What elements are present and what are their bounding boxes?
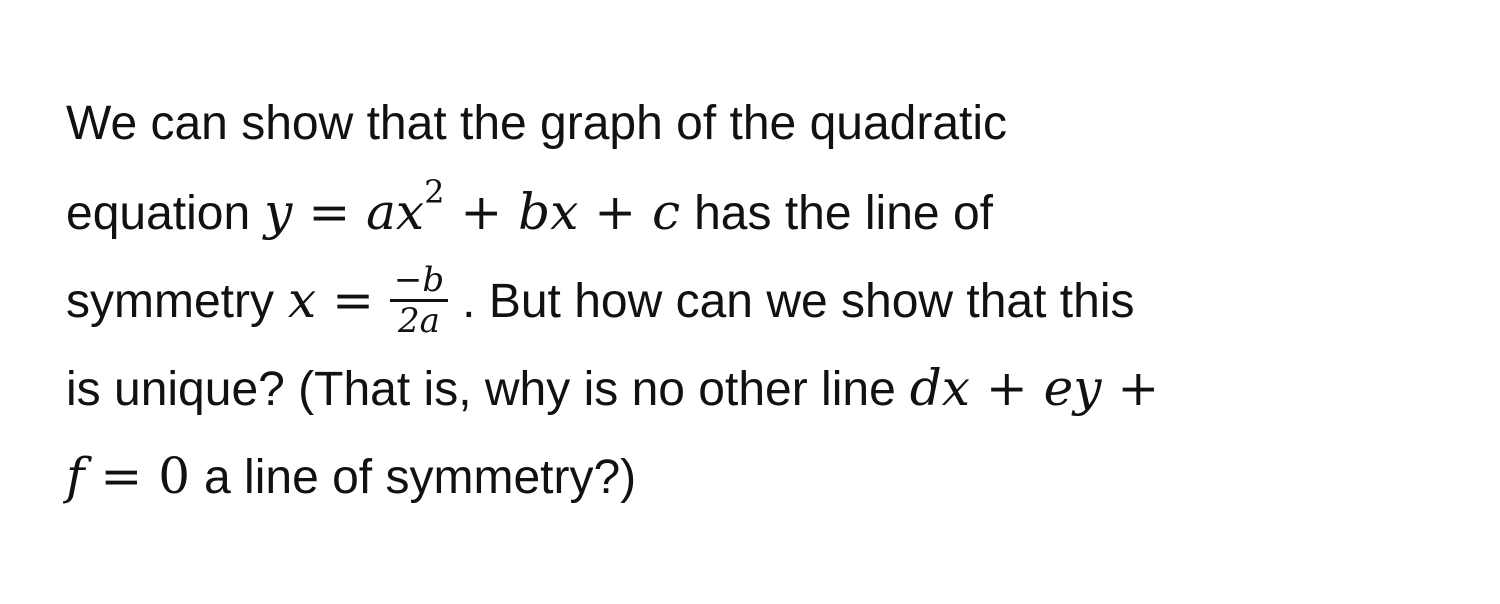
- line3-prefix: symmetry: [66, 275, 274, 328]
- quadratic-equation-math: [264, 173, 681, 241]
- math-zero: 0: [158, 447, 191, 505]
- math-plus: +: [578, 183, 653, 241]
- fraction: [390, 261, 448, 340]
- general-line-math-cont: [66, 447, 190, 505]
- math-var-x: x: [550, 183, 579, 241]
- general-line-math: [910, 359, 1160, 417]
- line2-prefix: equation: [66, 187, 251, 240]
- math-var-e: e: [1043, 359, 1074, 417]
- math-plus: +: [1101, 359, 1160, 417]
- symmetry-line-math: [288, 271, 390, 329]
- math-var-x: x: [941, 359, 970, 417]
- math-plus: +: [969, 359, 1044, 417]
- fraction-numerator: −b: [390, 261, 448, 302]
- paragraph-line-2: [66, 168, 993, 256]
- math-exponent: 2: [424, 173, 445, 212]
- math-equals: =: [292, 183, 367, 241]
- math-var-y: y: [264, 183, 293, 241]
- math-var-x: x: [395, 183, 425, 241]
- paragraph-line-4: [66, 344, 1159, 432]
- line4-prefix: is unique? (That is, why is no other line: [66, 363, 896, 416]
- line3-suffix: . But how can we show that this: [462, 275, 1135, 328]
- paragraph-line-5: [66, 432, 636, 520]
- math-plus: +: [444, 183, 519, 241]
- line5-suffix: a line of symmetry?): [204, 451, 637, 504]
- math-var-c: c: [652, 183, 681, 241]
- paragraph-line-3: [66, 256, 1135, 344]
- math-equals: =: [84, 447, 159, 505]
- line2-suffix: has the line of: [694, 187, 993, 240]
- fraction-denominator: 2a: [398, 300, 440, 341]
- math-var-b: b: [518, 183, 551, 241]
- math-var-y: y: [1073, 359, 1102, 417]
- math-var-f: f: [66, 447, 85, 505]
- math-var-a: a: [366, 183, 396, 241]
- math-var-d: d: [909, 359, 942, 417]
- math-equals: =: [316, 271, 390, 329]
- line1-text: We can show that the graph of the quadratic: [66, 97, 1008, 150]
- paragraph-line-1: [66, 80, 1007, 168]
- math-var-x: x: [287, 271, 317, 329]
